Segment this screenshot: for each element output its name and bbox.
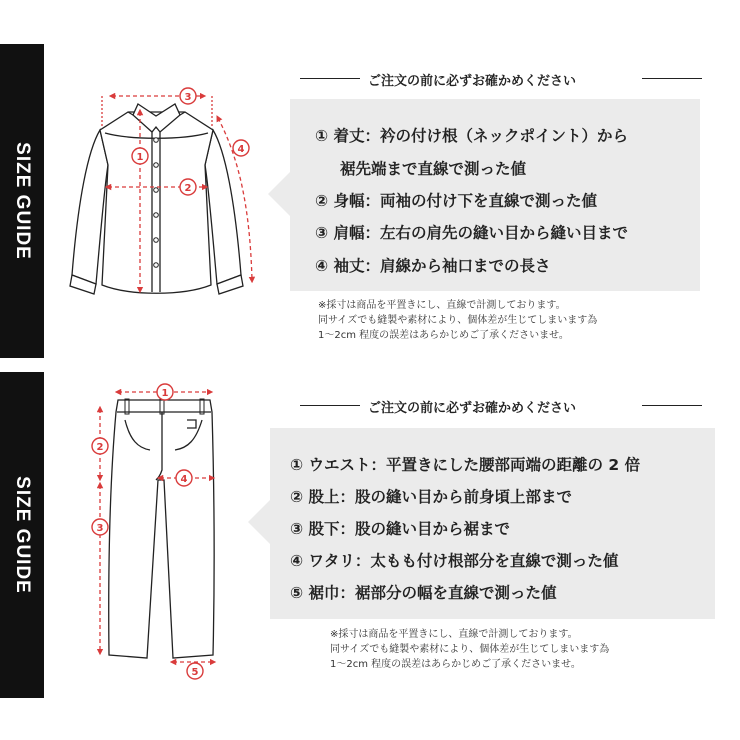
marker-label-1: 1 [136,152,144,163]
pants-notice-title: ご注文の前に必ずお確かめください [368,401,577,416]
marker-label-5: 5 [191,667,199,678]
marker-label-2: 2 [96,442,104,453]
marker-label-2: 2 [184,183,192,194]
shirt-item-length-cont: 裾先端まで直線で測った値 [340,160,527,178]
shirt-item-width: ② 身幅：両袖の付け下を直線で測った値 [315,192,598,210]
shirt-item-sleeve: ④ 袖丈：肩線から袖口までの長さ [315,257,551,275]
pants-note-2: 同サイズでも縫製や素材により、個体差が生じてしまいます為 [330,644,610,655]
shirt-note-2: 同サイズでも縫製や素材により、個体差が生じてしまいます為 [318,315,598,326]
shirt-item-length: ① 着丈：衿の付け根（ネックポイント）から [315,127,629,145]
pants-item-rise: ② 股上：股の縫い目から前身頃上部まで [290,488,573,506]
marker-label-4: 4 [237,144,245,155]
pants-note-1: ※採寸は商品を平置きにし、直線で計測しております。 [330,629,578,640]
marker-label-4: 4 [180,474,188,485]
marker-label-3: 3 [184,92,192,103]
marker-label-1: 1 [161,388,169,399]
size-guide-label: SIZE GUIDE [12,142,33,260]
pants-item-inseam: ③ 股下：股の縫い目から裾まで [290,520,511,538]
size-guide-label: SIZE GUIDE [12,476,33,594]
pants-item-waist: ① ウエスト：平置きにした腰部両端の距離の 2 倍 [290,456,641,474]
shirt-note-3: 1～2cm 程度の誤差はあらかじめご了承くださいませ。 [318,330,569,341]
shirt-notice-title: ご注文の前に必ずお確かめください [368,74,577,89]
shirt-note-1: ※採寸は商品を平置きにし、直線で計測しております。 [318,300,566,311]
pants-item-thigh: ④ ワタリ：太もも付け根部分を直線で測った値 [290,552,619,570]
marker-label-3: 3 [96,523,104,534]
pants-item-hem: ⑤ 裾巾：裾部分の幅を直線で測った値 [290,584,557,602]
pants-note-3: 1～2cm 程度の誤差はあらかじめご了承くださいませ。 [330,659,581,670]
pants-drawing [109,400,214,658]
shirt-item-shoulder: ③ 肩幅：左右の肩先の縫い目から縫い目まで [315,224,629,242]
